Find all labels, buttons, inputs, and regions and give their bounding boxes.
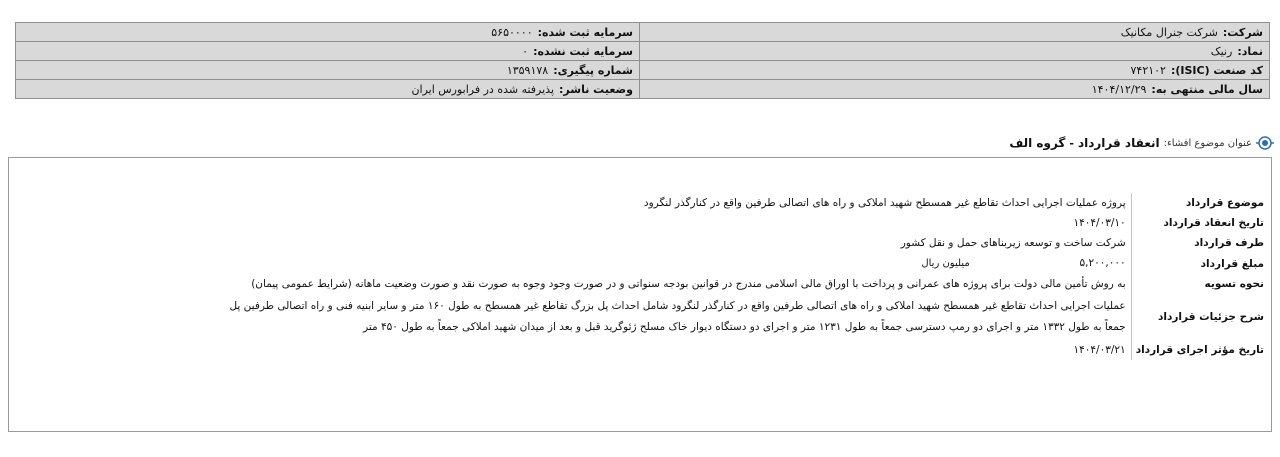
contract-party-value: شرکت ساخت و توسعه زیربناهای حمل و نقل کشور: [900, 237, 1126, 249]
contract-row: [212, 213, 1266, 233]
contract-amount-value: ۵,۲۰۰,۰۰۰: [1079, 257, 1126, 269]
contract-row: [212, 274, 1266, 294]
symbol-label: نماد:: [1237, 44, 1263, 58]
info-row: [16, 42, 1270, 61]
tracking-cell: [16, 61, 640, 80]
radio-selected-icon: [1256, 134, 1274, 152]
company-cell: [640, 23, 1270, 42]
symbol-cell: [640, 42, 1270, 61]
effective-date-label: تاریخ مؤثر اجرای قرارداد: [1131, 340, 1266, 360]
contract-subject-label: موضوع قرارداد: [1131, 193, 1266, 213]
subject-separator: -: [1069, 136, 1074, 150]
contract-details-value: عملیات اجرایی احداث تقاطع غیر همسطح شهید املاکی و راه های اتصالی طرفین واقع در کنارگذر لنگرود شامل احداث پل بزرگ تقاطع غیر همسطح به طول ۱۶۰ متر و سایر ابنیه فنی و راه اتصالی طرفین پل جمعاً به طول ۱۳۳۲ متر و اجرای دو رمپ دسترسی جمعاً به طول ۱۲۳۱ متر و اجرای دو دستگاه دیوار خاک مسلح ژئوگرید قبل و بعد از میدان شهید املاکی جمعاً به طول ۴۵۰ متر: [229, 300, 1126, 333]
capital-registered-cell: [16, 23, 640, 42]
disclosure-subject: [10, 131, 1274, 155]
contract-row: [212, 340, 1266, 360]
subject-group: گروه الف: [1009, 136, 1066, 150]
contract-date-value: ۱۴۰۴/۰۳/۱۰: [1073, 217, 1126, 229]
publisher-status-cell: [16, 80, 640, 99]
contract-party-label: طرف قرارداد: [1131, 233, 1266, 253]
contract-row: [212, 253, 1266, 274]
contract-subject-value: پروژه عملیات اجرایی احداث تقاطع غیر همسطح شهید املاکی و راه های اتصالی طرفین واقع در کنارگذر لنگرود: [643, 197, 1126, 209]
isic-cell: [640, 61, 1270, 80]
publisher-status-label: وضعیت ناشر:: [559, 82, 633, 96]
tracking-label: شماره پیگیری:: [553, 63, 633, 77]
isic-value: ۷۴۲۱۰۲: [1130, 63, 1166, 77]
capital-unregistered-cell: [16, 42, 640, 61]
contract-date-label: تاریخ انعقاد قرارداد: [1131, 213, 1266, 233]
tracking-value: ۱۳۵۹۱۷۸: [506, 63, 549, 77]
fiscal-year-value: ۱۴۰۴/۱۲/۲۹: [1091, 82, 1147, 96]
contract-amount-unit: میلیون ریال: [921, 258, 970, 269]
info-row: [16, 80, 1270, 99]
capital-unregistered-value: ۰: [522, 44, 529, 58]
capital-registered-value: ۵۶۵۰۰۰۰: [491, 25, 533, 39]
isic-label: کد صنعت (ISIC):: [1170, 63, 1263, 77]
capital-unregistered-label: سرمایه ثبت نشده:: [533, 44, 633, 58]
company-value: شرکت جنرال مکانیک: [1120, 25, 1218, 39]
contract-details-panel: [8, 157, 1272, 432]
company-info-table: [15, 22, 1270, 99]
subject-title: انعقاد قرارداد: [1077, 136, 1160, 150]
contract-amount-label: مبلغ قرارداد: [1131, 253, 1266, 274]
contract-row: [212, 233, 1266, 253]
subject-prefix: عنوان موضوع افشاء:: [1163, 137, 1252, 149]
info-row: [16, 23, 1270, 42]
info-row: [16, 61, 1270, 80]
contract-details-table: [212, 193, 1266, 360]
settlement-method-label: نحوه تسویه: [1131, 274, 1266, 294]
contract-row: [212, 294, 1266, 340]
fiscal-year-label: سال مالی منتهی به:: [1151, 82, 1263, 96]
company-label: شرکت:: [1222, 25, 1263, 39]
settlement-method-value: به روش تأمین مالی دولت برای پروژه های عمرانی و پرداخت با اوراق مالی اسلامی مندرج در قوانین بودجه سنواتی و در صورت وجود وجوه به صورت نقد و صورت وضعیت ماهانه (شرایط عمومی پیمان): [251, 278, 1126, 290]
fiscal-year-cell: [640, 80, 1270, 99]
capital-registered-label: سرمایه ثبت شده:: [537, 25, 633, 39]
contract-details-label: شرح جزئیات قرارداد: [1131, 294, 1266, 340]
effective-date-value: ۱۴۰۴/۰۳/۲۱: [1073, 344, 1126, 356]
symbol-value: رنیک: [1210, 44, 1233, 58]
contract-row: [212, 193, 1266, 213]
publisher-status-value: پذیرفته شده در فرابورس ایران: [411, 82, 555, 96]
